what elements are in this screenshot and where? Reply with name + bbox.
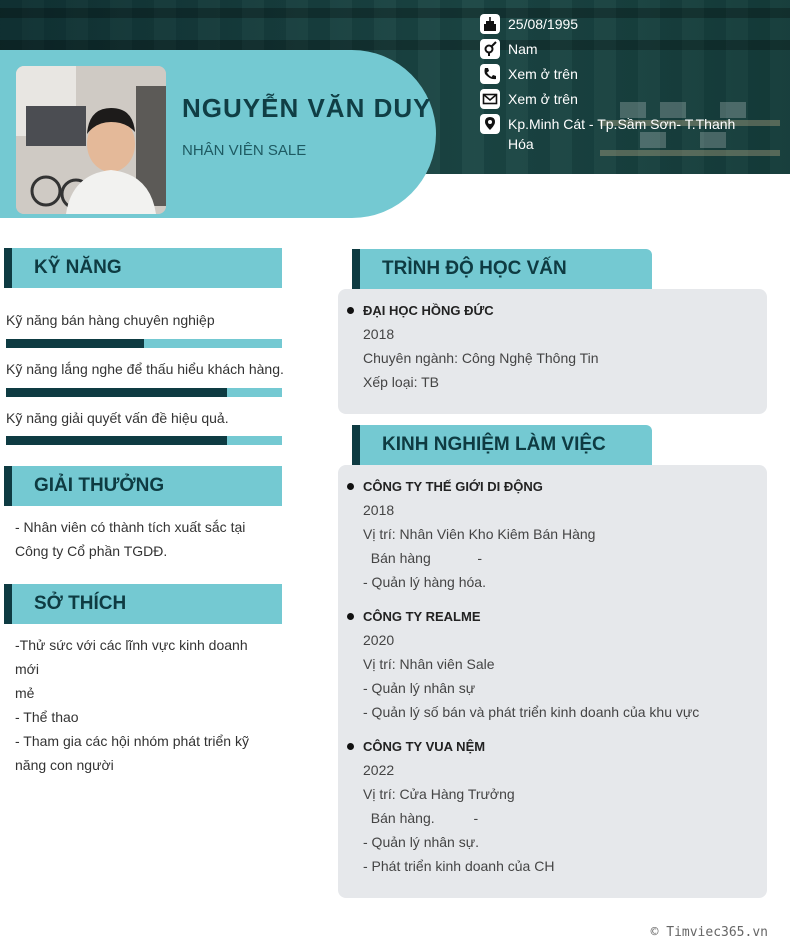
candidate-name: NGUYỄN VĂN DUY [182, 93, 432, 123]
job-line: - Quản lý số bán và phát triển kinh doanh của khu vực [363, 704, 700, 720]
bullet-icon [347, 743, 354, 750]
awards-heading-label: GIẢI THƯỞNG [34, 475, 165, 496]
job-line: Vị trí: Cửa Hàng Trưởng [363, 786, 515, 802]
education-major: Chuyên ngành: Công Nghệ Thông Tin [363, 350, 599, 366]
bullet-icon [347, 613, 354, 620]
birth-date: 25/08/1995 [508, 16, 579, 32]
hobby-line: mẻ [15, 685, 35, 701]
gender-icon [480, 39, 500, 59]
job-year: 2018 [363, 502, 395, 518]
skill-level-bar [6, 436, 282, 445]
address [508, 114, 735, 154]
company-name: CÔNG TY REALME [363, 609, 481, 624]
job-year: 2022 [363, 762, 395, 778]
hobby-line: -Thử sức với các lĩnh vực kinh doanh mới [15, 637, 248, 677]
skill-level-fill [6, 388, 227, 397]
award-line: Công ty Cổ phần TGDĐ. [15, 543, 168, 559]
experience-heading-label: KINH NGHIỆM LÀM VIỆC [382, 434, 606, 455]
birthday-cake-icon [480, 14, 500, 34]
skills-heading [4, 248, 282, 288]
skill-label: Kỹ năng giải quyết vấn đề hiệu quả. [6, 410, 229, 426]
experience-heading [352, 425, 652, 465]
bullet-icon [347, 483, 354, 490]
hobbies-text [15, 633, 271, 777]
award-line: - Nhân viên có thành tích xuất sắc tại [15, 519, 246, 535]
watermark: © Timviec365.vn [650, 925, 768, 940]
phone: Xem ở trên [508, 66, 578, 82]
phone-icon [480, 64, 500, 84]
education-grade: Xếp loại: TB [363, 374, 440, 390]
location-pin-icon [480, 114, 500, 134]
contact-birthday [480, 14, 780, 34]
awards-text [15, 515, 271, 563]
contact-gender [480, 39, 780, 59]
job-line: Vị trí: Nhân viên Sale [363, 656, 495, 672]
company-name: CÔNG TY VUA NỆM [363, 739, 486, 754]
school-name: ĐẠI HỌC HỒNG ĐỨC [363, 303, 494, 318]
hobby-line: - Thể thao [15, 709, 79, 725]
contact-phone [480, 64, 780, 84]
address-line-2: Hóa [508, 136, 534, 152]
company-name: CÔNG TY THẾ GIỚI DI ĐỘNG [363, 479, 543, 494]
candidate-job-title: NHÂN VIÊN SALE [182, 142, 307, 159]
education-heading [352, 249, 652, 289]
job-line: - Quản lý nhân sự [363, 680, 476, 696]
address-line-1: Kp.Minh Cát - Tp.Sầm Sơn- T.Thanh [508, 116, 736, 132]
skill-label: Kỹ năng bán hàng chuyên nghiệp [6, 312, 215, 328]
skill-level-bar [6, 339, 282, 348]
job-line: - Quản lý nhân sự. [363, 834, 479, 850]
contact-address [480, 114, 780, 154]
bullet-icon [347, 307, 354, 314]
job-line: - Quản lý hàng hóa. [363, 574, 486, 590]
skill-label: Kỹ năng lắng nghe để thấu hiểu khách hàng. [6, 361, 284, 377]
job-line: Bán hàng. - [363, 810, 479, 826]
hobbies-heading-label: SỞ THÍCH [34, 593, 127, 614]
hobby-line: năng con người [15, 757, 114, 773]
email-icon [480, 89, 500, 109]
skills-heading-label: KỸ NĂNG [34, 257, 122, 278]
avatar [16, 66, 166, 214]
hobby-line: - Tham gia các hội nhóm phát triển kỹ [15, 733, 249, 749]
hobbies-heading [4, 584, 282, 624]
skill-level-bar [6, 388, 282, 397]
job-line: Vị trí: Nhân Viên Kho Kiêm Bán Hàng [363, 526, 596, 542]
email: Xem ở trên [508, 91, 578, 107]
skill-level-fill [6, 339, 144, 348]
job-year: 2020 [363, 632, 395, 648]
contact-email [480, 89, 780, 109]
education-year: 2018 [363, 326, 395, 342]
job-line: - Phát triển kinh doanh của CH [363, 858, 555, 874]
education-heading-label: TRÌNH ĐỘ HỌC VẤN [382, 258, 567, 279]
contact-info [480, 14, 780, 159]
gender: Nam [508, 41, 538, 57]
job-line: Bán hàng - [363, 550, 483, 566]
skill-level-fill [6, 436, 227, 445]
awards-heading [4, 466, 282, 506]
